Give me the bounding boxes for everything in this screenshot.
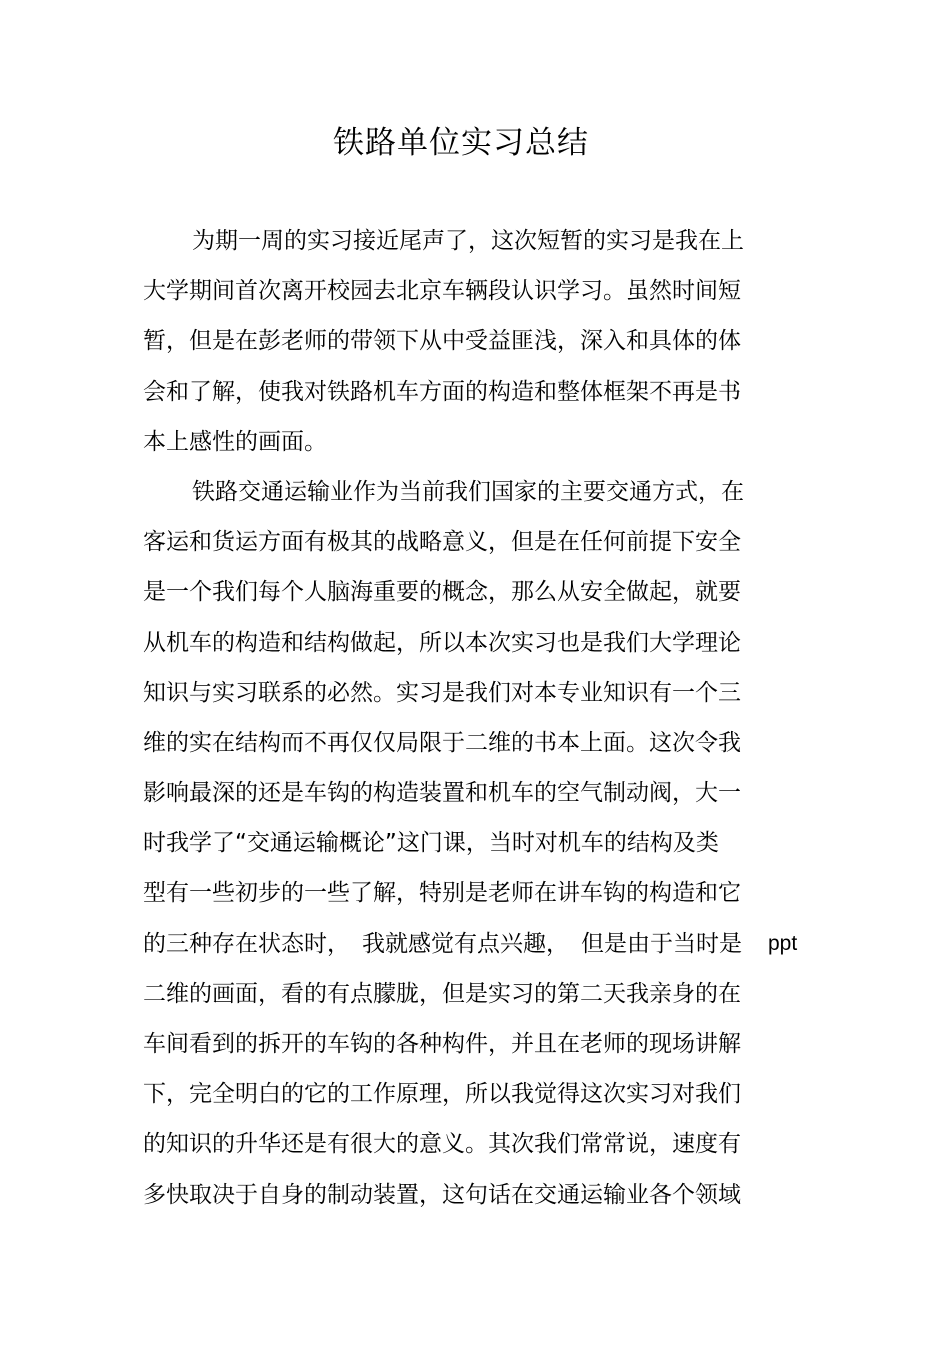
- text-line: 知识与实习联系的必然。实习是我们对本专业知识有一个三: [143, 679, 741, 706]
- text-line: 二维的画面，看的有点朦胧，但是实习的第二天我亲身的在: [143, 980, 741, 1007]
- text-line: 客运和货运方面有极其的战略意义，但是在任何前提下安全: [143, 529, 741, 556]
- text-segment: 我就感觉有点兴趣，: [362, 930, 569, 957]
- document-body: [143, 216, 823, 1220]
- text-line: 多快取决于自身的制动装置，这句话在交通运输业各个领域: [143, 1181, 741, 1208]
- text-line: 时我学了“交通运输概论”这门课，当时对机车的结构及类: [143, 830, 719, 857]
- text-line: 铁路交通运输业作为当前我们国家的主要交通方式，在: [192, 478, 744, 505]
- text-line: 维的实在结构而不再仅仅局限于二维的书本上面。这次令我: [143, 729, 741, 756]
- text-line: 会和了解，使我对铁路机车方面的构造和整体框架不再是书: [143, 378, 741, 405]
- text-line: 暂，但是在彭老师的带领下从中受益匪浅，深入和具体的体: [143, 328, 741, 355]
- text-line: 大学期间首次离开校园去北京车辆段认识学习。虽然时间短: [143, 278, 741, 305]
- text-line: 影响最深的还是车钩的构造装置和机车的空气制动阀，大一: [143, 780, 741, 807]
- text-line: 从机车的构造和结构做起，所以本次实习也是我们大学理论: [143, 629, 741, 656]
- text-line-split: [143, 919, 823, 969]
- text-segment-latin: ppt: [768, 931, 798, 955]
- text-segment: 的三种存在状态时，: [143, 930, 350, 957]
- text-line: 是一个我们每个人脑海重要的概念，那么从安全做起，就要: [143, 579, 741, 606]
- text-line: 本上感性的画面。: [143, 428, 327, 455]
- text-line: 为期一周的实习接近尾声了，这次短暂的实习是我在上: [192, 228, 744, 254]
- text-line: 车间看到的拆开的车钩的各种构件，并且在老师的现场讲解: [143, 1031, 741, 1057]
- text-line: 型有一些初步的一些了解，特别是老师在讲车钩的构造和它: [143, 880, 741, 907]
- document-title: 铁路单位实习总结: [333, 125, 589, 161]
- text-line: 的知识的升华还是有很大的意义。其次我们常常说，速度有: [143, 1131, 741, 1158]
- text-segment: 但是由于当时是: [581, 930, 742, 957]
- text-line: 下，完全明白的它的工作原理，所以我觉得这次实习对我们: [143, 1081, 741, 1108]
